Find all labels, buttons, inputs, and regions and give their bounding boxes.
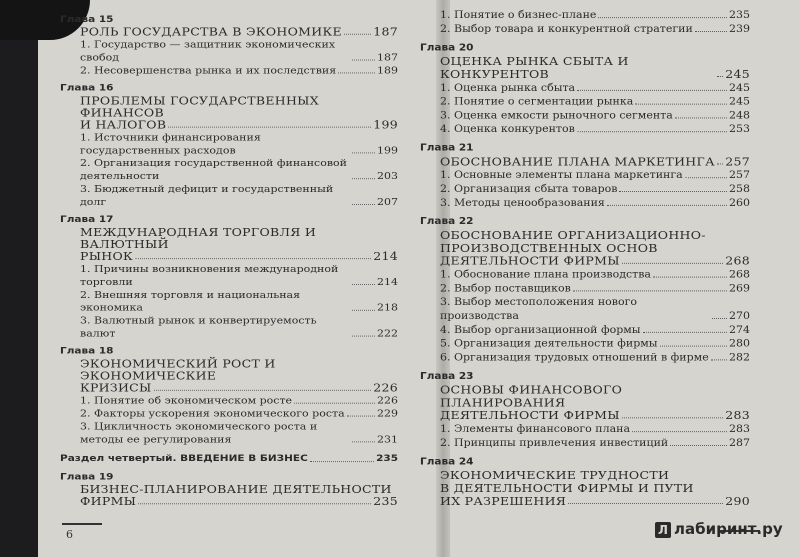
toc-entry (60, 38, 398, 64)
toc-entry-text: 6. Организация трудовых отношений в фирме (440, 351, 709, 364)
chapter-title-text: ДЕЯТЕЛЬНОСТИ ФИРМЫ (440, 408, 620, 422)
page-ref: 229 (377, 407, 398, 420)
page-ref: 245 (729, 95, 750, 108)
dot-leader (294, 403, 375, 404)
dot-leader (352, 336, 375, 337)
toc-entry (60, 131, 398, 157)
page-ref: 235 (729, 8, 750, 21)
chapter-title-text: РОЛЬ ГОСУДАРСТВА В ЭКОНОМИКЕ (80, 25, 342, 39)
page-ref: 248 (729, 109, 750, 122)
chapter-title-text: В ДЕЯТЕЛЬНОСТИ ФИРМЫ И ПУТИ (440, 480, 694, 495)
page-ref: 287 (729, 436, 750, 449)
toc-entry-text: 2. Выбор поставщиков (440, 282, 571, 295)
page-ref: 282 (729, 351, 750, 364)
toc-entry (420, 81, 750, 95)
page-ref: 260 (729, 196, 750, 209)
page-ref: 187 (377, 51, 398, 64)
toc-entry-text: 2. Несовершенства рынка и их последствия (80, 64, 337, 76)
chapter-title (60, 95, 398, 119)
section-heading (60, 453, 398, 466)
dot-leader (577, 90, 727, 91)
toc-entry (420, 108, 750, 122)
dot-leader (344, 34, 371, 35)
toc-entry-text: 2. Факторы ускорения экономического роста (80, 407, 345, 420)
toc-entry (420, 168, 750, 182)
dot-leader (653, 277, 727, 278)
dot-leader (347, 416, 375, 417)
chapter-title-text: ОБОСНОВАНИЕ ОРГАНИЗАЦИОННО- (440, 227, 706, 242)
page-ref: 253 (729, 123, 750, 135)
chapter-heading: Глава 18 (60, 345, 114, 357)
toc-entry (420, 22, 750, 36)
chapter-title-text: И НАЛОГОВ (80, 118, 167, 131)
dot-leader (632, 431, 727, 432)
dot-leader (154, 390, 372, 391)
chapter-heading: Глава 20 (420, 42, 474, 54)
page-ref: 226 (373, 381, 398, 395)
chapter-title-text: РЫНОК (80, 249, 134, 263)
page-ref: 214 (377, 276, 398, 288)
page-ref: 257 (725, 154, 750, 169)
page-ref: 274 (729, 323, 750, 336)
chapter-title (420, 409, 750, 422)
toc-entry-text: 3. Валютный рынок и конвертируемость валют (80, 315, 317, 340)
page-ref: 214 (373, 249, 398, 263)
toc-entry (420, 422, 750, 436)
page-ref: 189 (377, 64, 398, 76)
chapter-title-text: ОЦЕНКА РЫНКА СБЫТА И КОНКУРЕНТОВ (440, 54, 629, 81)
chapter-heading: Глава 23 (420, 370, 474, 382)
chapter-title (420, 155, 750, 168)
toc-entry-text: 1. Обоснование плана производства (440, 268, 651, 281)
toc-entry-text: 1. Понятие о бизнес-плане (440, 8, 597, 21)
page-ref: 280 (729, 337, 750, 350)
page-ref: 270 (729, 309, 750, 322)
page-ref: 199 (377, 144, 398, 156)
toc-entry-text: 1. Оценка рынка сбыта (440, 81, 576, 94)
chapter-title (60, 496, 398, 508)
page-ref: 269 (729, 282, 750, 295)
toc-entry (420, 182, 750, 196)
dot-leader (352, 310, 375, 311)
dot-leader (711, 359, 727, 360)
toc-entry (60, 157, 398, 183)
chapter-heading: Глава 17 (60, 214, 114, 225)
chapter-title (60, 26, 398, 38)
toc-entry-text: 3. Цикличность экономического роста и методы ее регулирования (80, 420, 318, 445)
toc-entry-text: 3. Оценка емкости рыночного сегмента (440, 109, 673, 122)
toc-entry (420, 336, 750, 350)
chapter-title (60, 226, 398, 250)
toc-entry (60, 263, 398, 289)
page-ref: 218 (377, 302, 398, 314)
toc-entry-text: 1. Государство — защитник экономических свобод (80, 38, 336, 64)
toc-left-column (60, 8, 398, 508)
dot-leader (352, 60, 375, 61)
toc-entry (420, 281, 750, 295)
page-ref: 239 (729, 22, 750, 35)
toc-entry-text: 4. Оценка конкурентов (440, 123, 575, 135)
toc-entry (60, 314, 398, 340)
page-ref: 268 (729, 268, 750, 281)
dot-leader (717, 163, 723, 164)
chapter-title-text: МЕЖДУНАРОДНАЯ ТОРГОВЛЯ И ВАЛЮТНЫЙ (80, 225, 317, 251)
watermark (655, 520, 783, 538)
page-ref: 222 (377, 327, 398, 340)
chapter-title-text: ФИРМЫ (80, 494, 137, 508)
toc-entry-text: 2. Организация государственной финансовой деятельности (80, 157, 347, 182)
page-ref: 207 (377, 196, 398, 208)
chapter-heading: Глава 16 (60, 82, 114, 94)
dot-leader (695, 31, 727, 32)
dot-leader (135, 258, 371, 259)
dot-leader (685, 177, 727, 178)
toc-entry-text: 4. Выбор организационной формы (440, 323, 641, 336)
chapter-title-text: ЭКОНОМИЧЕСКИЙ РОСТ И ЭКОНОМИЧЕСКИЕ (80, 357, 276, 383)
dot-leader (352, 178, 375, 179)
chapter-heading: Глава 22 (420, 215, 474, 227)
dot-leader (352, 284, 375, 285)
chapter-title (420, 242, 750, 255)
page-ref: 226 (377, 395, 398, 407)
toc-entry (420, 436, 750, 450)
chapter-title-text: БИЗНЕС-ПЛАНИРОВАНИЕ ДЕЯТЕЛЬНОСТИ (80, 482, 392, 496)
toc-entry-text: 1. Основные элементы плана маркетинга (440, 169, 683, 181)
toc-entry (420, 267, 750, 281)
page-ref: 235 (376, 453, 398, 464)
page-number: 6 (66, 528, 73, 541)
labirint-logo-icon: Л (655, 522, 671, 538)
toc-entry (420, 323, 750, 337)
toc-entry-text: 2. Выбор товара и конкурентной стратегии (440, 22, 693, 35)
dot-leader (138, 503, 371, 504)
chapter-title-text: ПРОИЗВОДСТВЕННЫХ ОСНОВ (440, 240, 658, 255)
toc-entry (420, 94, 750, 108)
dot-leader (660, 346, 727, 347)
chapter-title (420, 482, 750, 495)
dot-leader (607, 205, 727, 206)
chapter-title (60, 251, 398, 263)
dot-leader (568, 503, 723, 504)
chapter-heading: Глава 15 (60, 14, 114, 25)
toc-entry-text: 2. Внешняя торговля и национальная экономика (80, 289, 301, 314)
chapter-title-text: ИХ РАЗРЕШЕНИЯ (440, 493, 567, 508)
toc-entry-text: 3. Бюджетный дефицит и государственный долг (80, 183, 334, 208)
chapter-title-text: ДЕЯТЕЛЬНОСТИ ФИРМЫ (440, 253, 620, 268)
toc-entry-text: 2. Принципы привлечения инвестиций (440, 436, 669, 449)
chapter-title (60, 358, 398, 382)
toc-entry-text: 2. Понятие о сегментации рынка (440, 95, 634, 108)
dot-leader (577, 131, 727, 132)
toc-entry (60, 420, 398, 446)
chapter-title-text: ОСНОВЫ ФИНАНСОВОГО ПЛАНИРОВАНИЯ (440, 382, 623, 410)
dot-leader (635, 104, 727, 105)
page-ref: 283 (725, 408, 750, 422)
chapter-title-text: КРИЗИСЫ (80, 381, 152, 395)
page-ref: 283 (729, 422, 750, 435)
toc-entry-text: 1. Причины возникновения международной торговли (80, 263, 339, 288)
chapter-title (420, 55, 750, 81)
dot-leader (310, 461, 374, 462)
dot-leader (598, 17, 727, 18)
chapter-heading: Глава 21 (420, 142, 474, 154)
toc-entry-text: 3. Выбор местоположения нового производства (440, 295, 637, 322)
dot-leader (712, 318, 727, 319)
section-title: Раздел четвертый. ВВЕДЕНИЕ В БИЗНЕС (60, 453, 308, 464)
footer-rule-left (62, 523, 102, 525)
toc-entry (60, 394, 398, 407)
chapter-heading: Глава 19 (60, 471, 114, 482)
chapter-title (420, 255, 750, 268)
chapter-title (420, 495, 750, 508)
toc-entry (60, 64, 398, 77)
chapter-title (60, 119, 398, 131)
toc-entry-text: 5. Организация деятельности фирмы (440, 337, 658, 350)
dot-leader (643, 332, 727, 333)
dot-leader (338, 73, 375, 74)
chapter-title (420, 469, 750, 482)
page-ref: 245 (729, 81, 750, 94)
chapter-heading: Глава 24 (420, 456, 474, 468)
chapter-title-text: ПРОБЛЕМЫ ГОСУДАРСТВЕННЫХ ФИНАНСОВ (80, 94, 319, 119)
toc-entry (420, 122, 750, 136)
dot-leader (622, 263, 723, 264)
dot-leader (675, 117, 727, 118)
page-ref: 203 (377, 170, 398, 182)
dot-leader (670, 445, 727, 446)
toc-entry (60, 183, 398, 209)
chapter-title-text: ОБОСНОВАНИЕ ПЛАНА МАРКЕТИНГА (440, 154, 715, 169)
dot-leader (619, 191, 727, 192)
toc-entry (60, 288, 398, 314)
toc-entry-text: 1. Понятие об экономическом росте (80, 395, 293, 407)
page-ref: 258 (729, 182, 750, 195)
chapter-title-text: ЭКОНОМИЧЕСКИЕ ТРУДНОСТИ (440, 468, 670, 482)
toc-entry (60, 407, 398, 420)
page-ref: 268 (725, 253, 750, 268)
dot-leader (352, 152, 375, 153)
watermark-text: лабиринт.ру (674, 520, 783, 538)
toc-entry-text: 1. Элементы финансового плана (440, 422, 631, 435)
toc-right-column (420, 8, 750, 508)
dot-leader (717, 76, 723, 77)
page-ref: 290 (725, 493, 750, 508)
toc-entry (420, 295, 750, 323)
dot-leader (352, 204, 375, 205)
page-ref: 187 (373, 25, 398, 39)
dot-leader (573, 290, 727, 291)
toc-entry (420, 350, 750, 364)
chapter-title (60, 382, 398, 394)
page-ref: 257 (729, 169, 750, 181)
toc-entry-text: 3. Методы ценообразования (440, 196, 605, 209)
page-ref: 235 (373, 494, 398, 508)
chapter-title (420, 383, 750, 409)
page-ref: 231 (377, 433, 398, 445)
dot-leader (352, 441, 375, 442)
toc-entry (420, 196, 750, 210)
toc-entry-text: 1. Источники финансирования государственных расходов (80, 131, 261, 156)
dot-leader (622, 417, 723, 418)
chapter-title (420, 229, 750, 242)
page-ref: 245 (725, 66, 750, 81)
toc-entry-text: 2. Организация сбыта товаров (440, 182, 618, 195)
toc-entry (420, 8, 750, 22)
dot-leader (168, 127, 371, 128)
page-ref: 199 (373, 118, 398, 131)
